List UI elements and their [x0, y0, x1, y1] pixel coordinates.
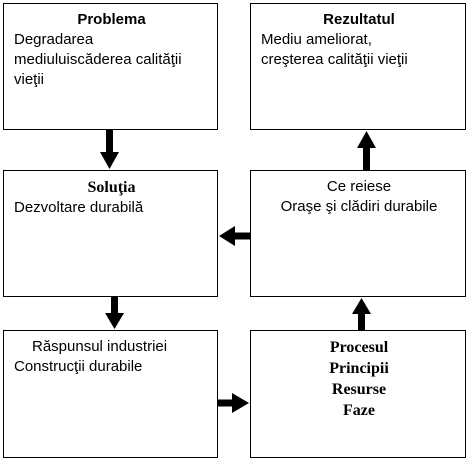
raspunsul-text: [14, 337, 209, 357]
arrow-down-solutia-to-raspunsul: [103, 297, 127, 330]
solutia-box: [3, 170, 218, 297]
raspunsul-text-2: [14, 357, 209, 377]
problema-title: Problema: [77, 11, 146, 28]
raspunsul-line: Construcţii durabile: [14, 358, 143, 375]
problema-text: [14, 30, 209, 90]
procesul-title: Procesul: [329, 339, 389, 356]
arrow-left-ce-reiese-to-solutia: [218, 225, 250, 247]
problema-box: [3, 3, 218, 130]
rezultatul-box: [250, 3, 466, 130]
problema-line: Degradarea: [14, 31, 94, 48]
problema-line: mediuluiscăderea calităţii: [14, 51, 182, 68]
rezultatul-line: Mediu ameliorat,: [261, 31, 372, 48]
procesul-line: Principii: [329, 360, 389, 377]
raspunsul-box: [3, 330, 218, 458]
rezultatul-text: [261, 30, 457, 70]
procesul-text: [261, 358, 457, 421]
arrow-up-ce-reiese-to-rezultatul: [355, 130, 379, 170]
arrow-up-procesul-to-ce-reiese: [350, 297, 374, 330]
ce-reiese-line: Oraşe şi clădiri durabile: [280, 198, 438, 215]
procesul-line: Faze: [343, 402, 375, 419]
solutia-text: [14, 198, 209, 218]
solutia-line: Dezvoltare durabilă: [14, 199, 144, 216]
ce-reiese-line: Ce reiese: [326, 178, 392, 195]
problema-line: vieţii: [14, 71, 45, 88]
procesul-line: Resurse: [331, 381, 387, 398]
ce-reiese-box: [250, 170, 466, 297]
arrow-right-raspunsul-to-procesul: [218, 392, 250, 414]
ce-reiese-text: [261, 177, 457, 217]
arrow-down-problema-to-solutia: [98, 130, 122, 170]
procesul-box: [250, 330, 466, 458]
solutia-title: Soluţia: [87, 179, 136, 196]
raspunsul-line: Răspunsul industriei: [32, 338, 168, 355]
rezultatul-line: creşterea calităţii vieţii: [261, 51, 408, 68]
rezultatul-title: Rezultatul: [323, 11, 395, 28]
